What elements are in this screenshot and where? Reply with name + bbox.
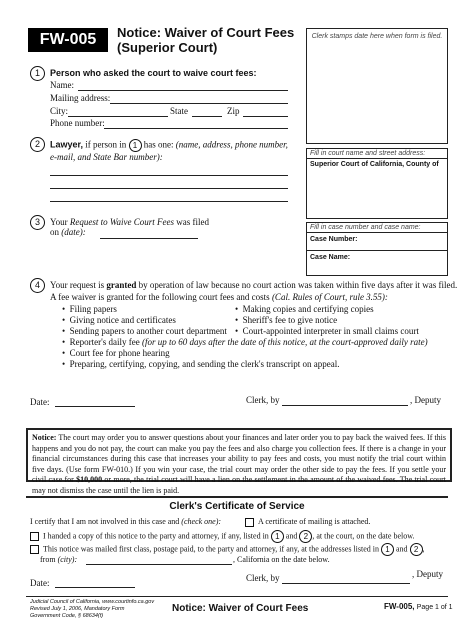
section-1-number: 1 <box>30 66 45 81</box>
footer-code: Government Code, § 68634(f) <box>30 613 104 619</box>
lawyer-text: if person in <box>85 139 127 150</box>
name-label: Name: <box>50 80 74 90</box>
mailing-field[interactable] <box>110 103 288 104</box>
bullet-filing: • Filing papers <box>62 304 117 314</box>
lawyer-field-2[interactable] <box>50 188 288 189</box>
case-info-label: Fill in case number and case name: <box>307 223 447 233</box>
certificate-title: Clerk's Certificate of Service <box>169 501 305 512</box>
bullet-transcript: • Preparing, certifying, copying, and sending the clerk's transcript on appeal. <box>62 359 340 369</box>
bullet-giving-notice: • Giving notice and certificates <box>62 315 176 325</box>
case-info-box[interactable] <box>306 222 448 276</box>
bullet-sheriff: • Sheriff's fee to give notice <box>235 315 338 325</box>
page-title: Notice: Waiver of Court Fees <box>117 25 295 40</box>
mailed-checkbox[interactable] <box>30 545 39 554</box>
cert-date-label: Date: <box>30 578 50 588</box>
lawyer-text2: has one: <box>143 139 174 150</box>
city-field[interactable] <box>68 116 168 117</box>
lawyer-detail1: (name, address, phone number, <box>175 139 288 150</box>
bullet-phone-hearing: • Court fee for phone hearing <box>62 348 170 358</box>
section-4-line1: Your request is granted by operation of law because no court action was taken within five days after it was filed. <box>50 280 458 290</box>
certificate-handed-option[interactable]: I handed a copy of this notice to the party and attorney, if any, listed in 1 and 2 , at the court, on the date below. <box>30 530 414 543</box>
bullet-sending-papers: • Sending papers to another court department <box>62 326 227 336</box>
certificate-mailed-option[interactable]: This notice was mailed first class, postage paid, to the party and attorney, if any, at the addresses listed in 1 and 2 , <box>30 543 425 556</box>
section-2-number: 2 <box>30 137 45 152</box>
court-name-box[interactable] <box>306 148 448 219</box>
case-number-label: Case Number: <box>307 233 447 251</box>
city-label: City: <box>50 106 69 116</box>
state-label: State <box>170 106 188 116</box>
bullet-reporter: • Reporter's daily fee (for up to 60 days after the date of this notice, at the court-approved daily rate) <box>62 337 428 347</box>
section-1-heading: Person who asked the court to waive court fees: <box>50 68 257 78</box>
deputy-label: , Deputy <box>410 395 441 405</box>
name-field[interactable] <box>78 90 288 91</box>
section-ref-1: 1 <box>129 139 142 152</box>
mailing-label: Mailing address: <box>50 93 111 103</box>
certificate-city-line: from (city): <box>40 555 78 564</box>
lawyer-label: Lawyer, <box>50 139 84 150</box>
section-3-text: Your Request to Waive Court Fees was filed on (date): <box>50 217 210 237</box>
filed-date-field[interactable] <box>100 238 198 239</box>
clerk-stamp-box <box>306 28 448 144</box>
ref-1-icon: 1 <box>381 543 394 556</box>
clerk-by-label: Clerk, by <box>246 395 280 405</box>
court-name-label: Fill in court name and street address: <box>307 149 447 159</box>
clerk-signature-field[interactable] <box>282 405 408 406</box>
footer-page: FW-005, Page 1 of 1 <box>384 602 453 611</box>
cert-date-field[interactable] <box>55 587 135 588</box>
ref-2-icon: 2 <box>410 543 423 556</box>
certificate-mailing-option[interactable]: A certificate of mailing is attached. <box>245 517 370 527</box>
footer-divider <box>26 596 448 597</box>
form-id-badge: FW-005 <box>28 28 108 52</box>
lawyer-detail2: e-mail, and State Bar number): <box>50 152 163 162</box>
city-mailed-field[interactable] <box>86 564 232 565</box>
date-label: Date: <box>30 397 50 407</box>
section-2-text <box>50 139 300 162</box>
cert-clerk-by-label: Clerk, by <box>246 573 280 583</box>
page-subtitle: (Superior Court) <box>117 40 218 55</box>
phone-field[interactable] <box>104 128 288 129</box>
bullet-interpreter: • Court-appointed interpreter in small claims court <box>235 326 419 336</box>
mailing-attached-checkbox[interactable] <box>245 518 254 527</box>
ref-1-icon: 1 <box>271 530 284 543</box>
certificate-city-end: , California on the date below. <box>233 555 330 564</box>
zip-label: Zip <box>227 106 240 116</box>
court-name-value: Superior Court of California, County of <box>310 161 439 168</box>
zip-field[interactable] <box>243 116 288 117</box>
section-3-number: 3 <box>30 215 45 230</box>
state-field[interactable] <box>192 116 222 117</box>
certificate-line1: I certify that I am not involved in this case and (check one): <box>30 517 222 526</box>
cert-deputy-label: , Deputy <box>412 569 443 579</box>
bullet-copies: • Making copies and certifying copies <box>235 304 374 314</box>
certificate-divider <box>26 496 448 498</box>
footer-revised: Revised July 1, 2006, Mandatory Form <box>30 606 125 612</box>
clerk-stamp-label: Clerk stamps date here when form is filed. <box>311 33 443 40</box>
lawyer-field-1[interactable] <box>50 175 288 176</box>
lawyer-field-3[interactable] <box>50 201 288 202</box>
cert-clerk-signature-field[interactable] <box>282 583 410 584</box>
notice-box: Notice: The court may order you to answer questions about your finances and later order you to pay back the waived fees. If this happens and you do not pay, the court can make you pay the fees and also charge you collection fees. If there is a change in your financial circumstances during this case that increases your ability to pay fees and costs, you must notify the trial court within five days. (Use form FW-010.) If you win your case, the trial court may order the other side to pay the fees. If you settle your civil case for $10,000 or more, the trial court will have a lien on the settlement in the amount of the waived fees. The trial court may not dismiss the case until the lien is paid. <box>26 428 452 482</box>
section-4-line2: A fee waiver is granted for the following court fees and costs (Cal. Rules of Court, rule 3.55): <box>50 292 388 302</box>
case-name-label: Case Name: <box>310 254 351 261</box>
phone-label: Phone number: <box>50 118 105 128</box>
handed-checkbox[interactable] <box>30 532 39 541</box>
footer-council: Judicial Council of California, www.courtinfo.ca.gov <box>30 599 155 605</box>
ref-2-icon: 2 <box>299 530 312 543</box>
section-4-number: 4 <box>30 278 45 293</box>
date-field[interactable] <box>55 406 135 407</box>
footer-title: Notice: Waiver of Court Fees <box>172 603 309 614</box>
